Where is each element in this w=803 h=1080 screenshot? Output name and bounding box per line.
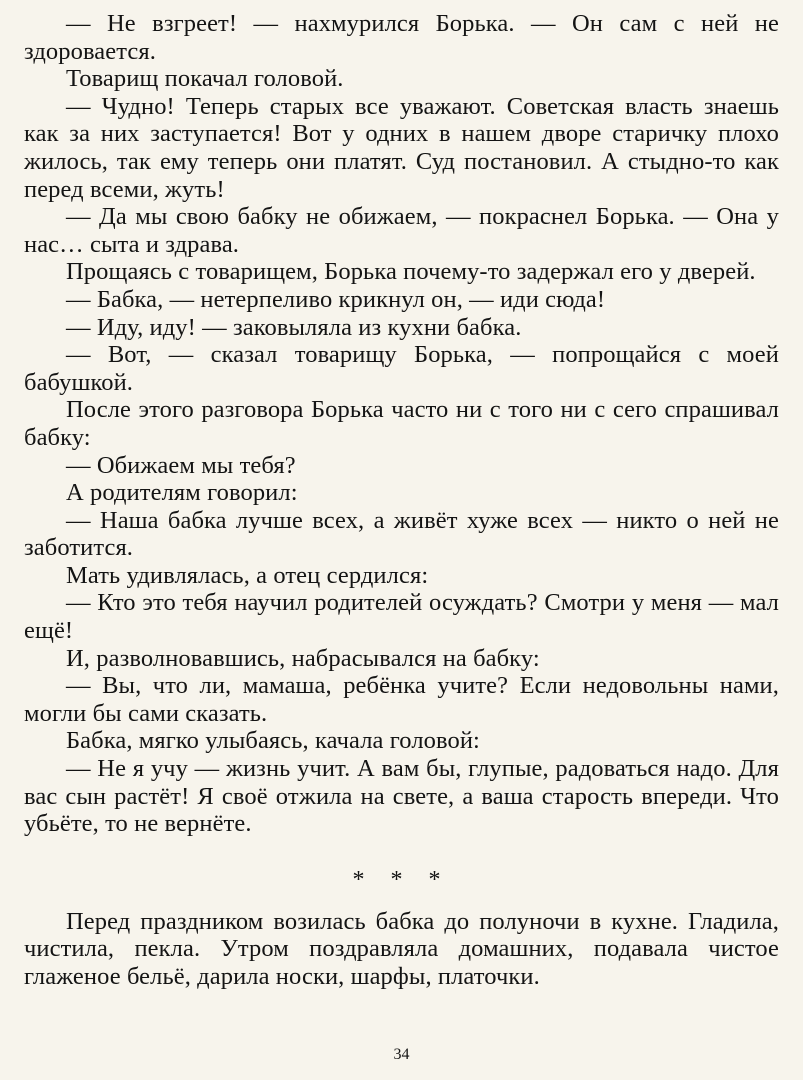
paragraph: — Не взгреет! — нахмурился Борька. — Он сам с ней не здоровается.: [24, 10, 779, 65]
paragraph: Товарищ покачал головой.: [66, 65, 344, 93]
paragraph: Бабка, мягко улыбаясь, качала головой:: [66, 727, 480, 755]
paragraph: — Наша бабка лучше всех, а живёт хуже всех — никто о ней не заботится.: [24, 506, 779, 562]
paragraph: Мать удивлялась, а отец сердился:: [66, 561, 429, 589]
paragraph: — Иду, иду! — заковыляла из кухни бабка.: [66, 313, 522, 341]
paragraph: Перед праздником возилась бабка до полуночи в кухне. Гладила, чистила, пекла. Утром поздравляла домашних, подавала чистое глаженое бельё, дарила носки, шарфы, платочки.: [24, 907, 779, 990]
text-block-before: [24, 10, 779, 838]
paragraph: После этого разговора Борька часто ни с того ни с сего спрашивал бабку:: [24, 396, 779, 451]
paragraph: А родителям говорил:: [66, 479, 298, 507]
paragraph: — Чудно! Теперь старых все уважают. Советская власть знаешь как за них заступается! Вот у одних в нашем дворе старичку плохо жилось, так ему теперь они платят. Суд постановил. А стыдно-то как перед всеми, жуть!: [24, 92, 779, 203]
scene-break: * * *: [352, 866, 451, 893]
paragraph: — Не я учу — жизнь учит. А вам бы, глупые, радоваться надо. Для вас сын растёт! Я своё отжила на свете, а ваша старость впереди. Что убьёте, то не вернёте.: [24, 755, 779, 838]
paragraph: — Вы, что ли, мамаша, ребёнка учите? Если недовольны нами, могли бы сами сказать.: [24, 672, 779, 727]
paragraph: — Вот, — сказал товарищу Борька, — попрощайся с моей бабушкой.: [24, 341, 779, 396]
paragraph: — Обижаем мы тебя?: [66, 451, 296, 479]
paragraph: И, разволновавшись, набрасывался на бабку:: [66, 644, 540, 672]
text-block-after: [24, 908, 779, 991]
paragraph: — Да мы свою бабку не обижаем, — покраснел Борька. — Она у нас… сыта и здрава.: [24, 203, 779, 258]
paragraph: Прощаясь с товарищем, Борька почему-то задержал его у дверей.: [66, 258, 756, 286]
paragraph: — Кто это тебя научил родителей осуждать? Смотри у меня — мал ещё!: [24, 589, 779, 645]
book-page: [24, 10, 779, 991]
page-number: 34: [393, 1046, 410, 1063]
paragraph: — Бабка, — нетерпеливо крикнул он, — иди сюда!: [66, 285, 606, 313]
